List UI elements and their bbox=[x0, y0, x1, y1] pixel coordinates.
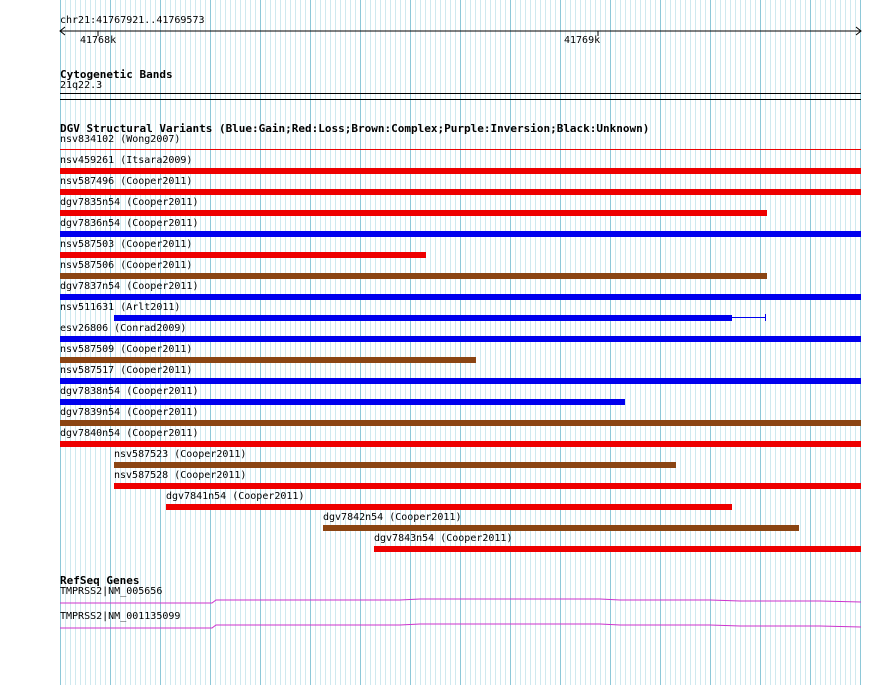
variant-bar-nsv587517[interactable] bbox=[60, 378, 861, 384]
variant-label-dgv7842n54: dgv7842n54 (Cooper2011) bbox=[323, 512, 462, 523]
variant-label-nsv587528: nsv587528 (Cooper2011) bbox=[114, 470, 247, 481]
variant-label-dgv7837n54: dgv7837n54 (Cooper2011) bbox=[60, 281, 199, 292]
variant-label-dgv7843n54: dgv7843n54 (Cooper2011) bbox=[374, 533, 513, 544]
variant-label-nsv834102: nsv834102 (Wong2007) bbox=[60, 134, 181, 145]
variant-label-dgv7841n54: dgv7841n54 (Cooper2011) bbox=[166, 491, 305, 502]
variant-bar-nsv587523[interactable] bbox=[114, 462, 676, 468]
variant-label-dgv7838n54: dgv7838n54 (Cooper2011) bbox=[60, 386, 199, 397]
variant-label-nsv511631: nsv511631 (Arlt2011) bbox=[60, 302, 181, 313]
variant-label-dgv7840n54: dgv7840n54 (Cooper2011) bbox=[60, 428, 199, 439]
variant-bar-nsv511631[interactable] bbox=[114, 315, 732, 321]
gene-model-nm-001135099[interactable] bbox=[60, 622, 862, 630]
variant-label-esv26806: esv26806 (Conrad2009) bbox=[60, 323, 187, 334]
variant-label-nsv587496: nsv587496 (Cooper2011) bbox=[60, 176, 193, 187]
variant-label-nsv587517: nsv587517 (Cooper2011) bbox=[60, 365, 193, 376]
variant-bar-nsv587503[interactable] bbox=[60, 252, 426, 258]
region-label: chr21:41767921..41769573 bbox=[60, 15, 205, 26]
dgv-track-title[interactable]: DGV Structural Variants (Blue:Gain;Red:Loss;Brown:Complex;Purple:Inversion;Black:Unknown) bbox=[60, 122, 650, 135]
gene-label-nm-001135099: TMPRSS2|NM_001135099 bbox=[60, 611, 181, 622]
variant-bar-dgv7840n54[interactable] bbox=[60, 441, 861, 447]
variant-label-dgv7835n54: dgv7835n54 (Cooper2011) bbox=[60, 197, 199, 208]
cytoband-line-bottom bbox=[60, 99, 861, 100]
tick-label-41768k: 41768k bbox=[80, 35, 117, 46]
variant-bar-dgv7836n54[interactable] bbox=[60, 231, 861, 237]
variant-bar-dgv7837n54[interactable] bbox=[60, 294, 861, 300]
variant-label-nsv587506: nsv587506 (Cooper2011) bbox=[60, 260, 193, 271]
variant-label-dgv7839n54: dgv7839n54 (Cooper2011) bbox=[60, 407, 199, 418]
variant-bar-dgv7841n54[interactable] bbox=[166, 504, 732, 510]
variant-bar-dgv7843n54[interactable] bbox=[374, 546, 861, 552]
variant-bar-nsv587506[interactable] bbox=[60, 273, 767, 279]
variant-bar-nsv587528[interactable] bbox=[114, 483, 861, 489]
variant-bar-nsv459261[interactable] bbox=[60, 168, 861, 174]
gene-model-nm-005656[interactable] bbox=[60, 597, 862, 605]
scale-ruler bbox=[57, 26, 865, 44]
variant-label-nsv587523: nsv587523 (Cooper2011) bbox=[114, 449, 247, 460]
variant-extension-nsv511631 bbox=[732, 317, 766, 318]
variant-bar-dgv7839n54[interactable] bbox=[60, 420, 861, 426]
cytoband-label: 21q22.3 bbox=[60, 80, 103, 91]
variant-label-nsv587503: nsv587503 (Cooper2011) bbox=[60, 239, 193, 250]
variant-bar-nsv834102[interactable] bbox=[60, 149, 861, 150]
tick-label-41769k: 41769k bbox=[564, 35, 601, 46]
variant-label-nsv459261: nsv459261 (Itsara2009) bbox=[60, 155, 193, 166]
variant-bar-dgv7842n54[interactable] bbox=[323, 525, 799, 531]
gene-label-nm-005656: TMPRSS2|NM_005656 bbox=[60, 586, 163, 597]
variant-bar-nsv587509[interactable] bbox=[60, 357, 476, 363]
variant-label-nsv587509: nsv587509 (Cooper2011) bbox=[60, 344, 193, 355]
refseq-track-title[interactable]: RefSeq Genes bbox=[60, 574, 140, 587]
variant-extension-cap-nsv511631 bbox=[765, 314, 766, 321]
variant-label-dgv7836n54: dgv7836n54 (Cooper2011) bbox=[60, 218, 199, 229]
variant-bar-esv26806[interactable] bbox=[60, 336, 861, 342]
variant-bar-dgv7835n54[interactable] bbox=[60, 210, 767, 216]
cytobands-track-title[interactable]: Cytogenetic Bands bbox=[60, 68, 173, 81]
variant-bar-dgv7838n54[interactable] bbox=[60, 399, 625, 405]
cytoband-line-top bbox=[60, 93, 861, 94]
variant-bar-nsv587496[interactable] bbox=[60, 189, 861, 195]
